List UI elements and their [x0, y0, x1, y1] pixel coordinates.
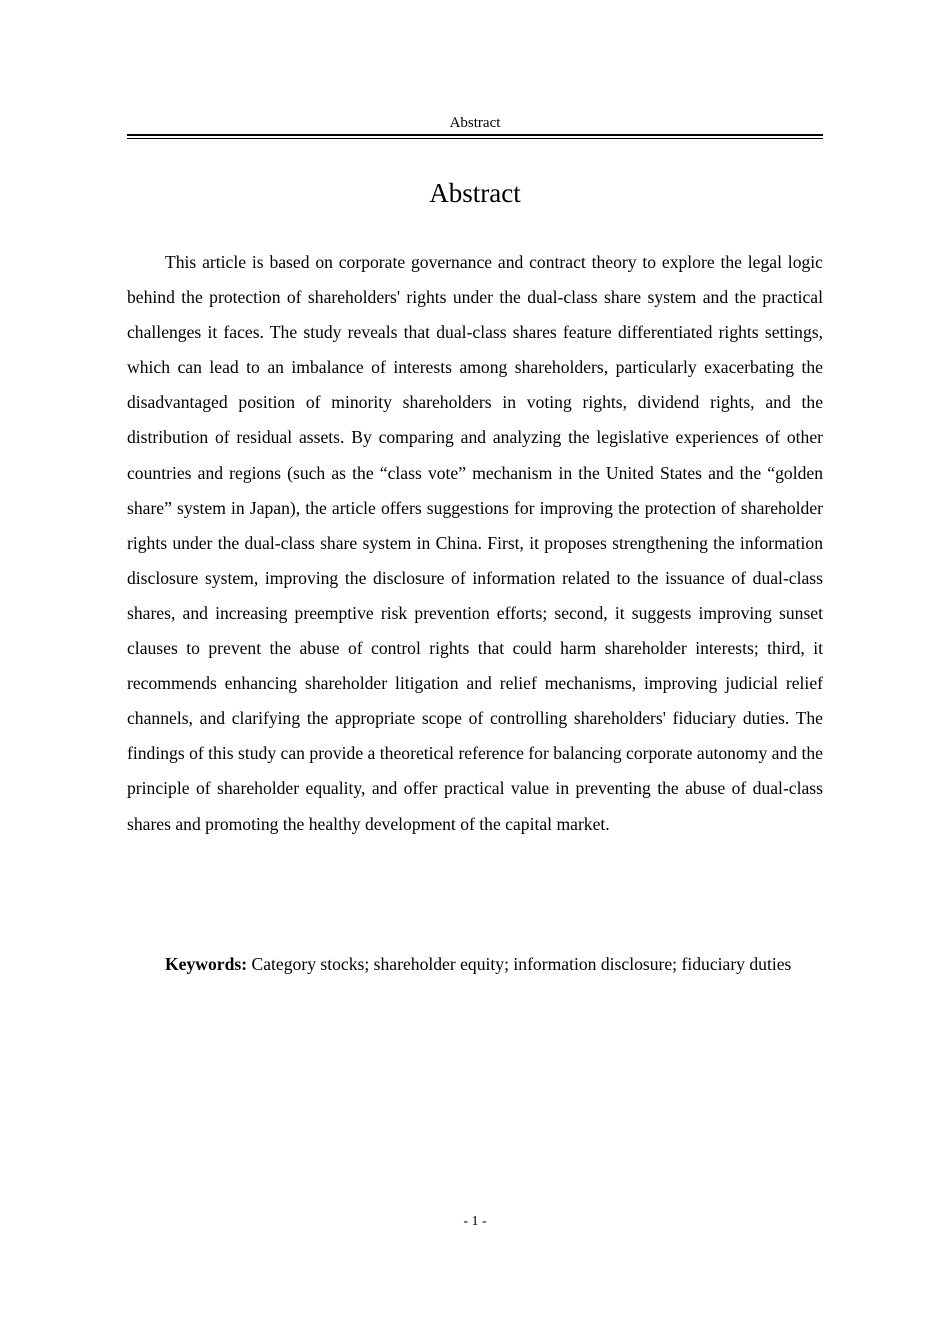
running-header: Abstract: [449, 115, 501, 131]
keywords-label: Keywords:: [165, 954, 248, 974]
keywords-paragraph: [127, 947, 823, 982]
keywords-list: Category stocks; shareholder equity; information disclosure; fiduciary duties: [251, 954, 792, 974]
abstract-paragraph: This article is based on corporate governance and contract theory to explore the legal logic behind the protection of shareholders' rights under the dual-class share system and the practical challenges it faces. The study reveals that dual-class shares feature differentiated rights settings, which can lead to an imbalance of interests among shareholders, particularly exacerbating the disadvantaged position of minority shareholders in voting rights, dividend rights, and the distribution of residual assets. By comparing and analyzing the legislative experiences of other countries and regions (such as the “class vote” mechanism in the United States and the “golden share” system in Japan), the article offers suggestions for improving the protection of shareholder rights under the dual-class share system in China. First, it proposes strengthening the information disclosure system, improving the disclosure of information related to the issuance of dual-class shares, and increasing preemptive risk prevention efforts; second, it suggests improving sunset clauses to prevent the abuse of control rights that could harm shareholder interests; third, it recommends enhancing shareholder litigation and relief mechanisms, improving judicial relief channels, and clarifying the appropriate scope of controlling shareholders' fiduciary duties. The findings of this study can provide a theoretical reference for balancing corporate autonomy and the principle of shareholder equality, and offer practical value in preventing the abuse of dual-class shares and promoting the healthy development of the capital market.: [127, 252, 823, 834]
header-rule-thin: [127, 138, 823, 139]
page-title: Abstract: [429, 178, 521, 208]
header-rule: [127, 134, 823, 136]
page-number: - 1 -: [463, 1214, 487, 1229]
